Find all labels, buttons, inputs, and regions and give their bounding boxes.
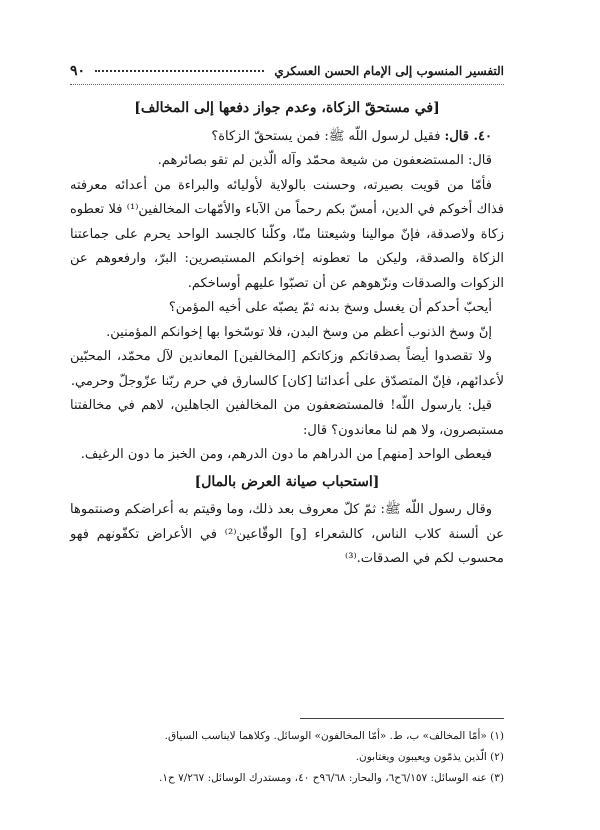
paragraph: فأمّا من قويت بصيرته، وحسنت بالولاية لأوليائه والبراءة من أعدائه معرفته فذاك أخوكم في الدين، أمسّ بكم رحماً من الآباء والأمّهات المخالفين⁽¹⁾ فلا تعطوه زكاة ولاصدقة، فإنّ موالينا وشيعتنا منّا، وكلّنا كالجسد الواحد يحرم على جماعتنا الزكاة والصدقة، وليكن ما تعطونه إخوانكم المستبصرين: البرّ، وارفعوهم عن الزكوات والصدقات ونزّهوهم عن أن تصبّوا عليهم أوساخكم.	[70, 177, 504, 291]
paragraph: قيل: يارسول اللّه! فالمستضعفون من المخالفين الجاهلين، لاهم في مخالفتنا مستبصرون، ولا هم لنا معاندون؟ قال:	[70, 398, 504, 438]
footnote: (٣) عنه الوسائل: ٦/١٥٧ح٦، والبحار: ٩٦/٦٨ح ٤٠، ومستدرك الوسائل: ٧/٢٦٧ ح١.	[159, 772, 504, 784]
paragraph: إنّ وسخ الذنوب أعظم من وسخ البدن، فلا توسّخوا بها إخوانكم المؤمنين.	[106, 324, 492, 340]
footnotes	[70, 726, 504, 789]
footnote: (٢) الّذين يذمّون ويعيبون ويغتابون.	[355, 751, 504, 763]
paragraph: وقال رسول اللّه ﷺ: ثمّ كلّ معروف بعد ذلك، وما وقيتم به أعراضكم وصنتموها عن ألسنة كلاب الناس، كالشعراء [و] الوقّاعين⁽²⁾ في الأعراض تكفّونهم فهو محسوب لكم في الصدقات.⁽³⁾	[70, 502, 504, 566]
header-rule	[70, 84, 504, 85]
paragraph: ولا تقصدوا أيضاً بصدقاتكم وزكاتكم [المخالفين] المعاندين لآل محمّد، المحبّين لأعدائهم، فإنّ المتصدّق على أعدائنا [كان] كالسارق في حرم ربّنا عزّوجلّ وحرمي.	[70, 349, 504, 389]
header-dotted-leader	[95, 70, 264, 72]
page-number: ٩٠	[70, 63, 86, 79]
footnote: (١) «أمّا المخالف» ب، ط. «أمّا المخالفون» الوسائل. وكلاهما لايناسب السياق.	[164, 730, 504, 742]
section-heading-honor: [استحباب صيانة العرض بالمال]	[194, 473, 380, 490]
footnote-rule	[300, 718, 504, 719]
hadith-number: ٤٠. قال:	[444, 128, 492, 144]
main-text	[70, 94, 504, 572]
paragraph: فيعطى الواحد [منهم] من الدراهم ما دون الدرهم، ومن الخبز ما دون الرغيف.	[80, 447, 492, 462]
paragraph: أيحبّ أحدكم أن يغسل وسخ بدنه ثمّ يصبّه على أخيه المؤمن؟	[168, 300, 492, 315]
question-text: فقيل لرسول اللّه ﷺ: فمن يستحقّ الزكاة؟	[211, 128, 441, 144]
book-title: التفسير المنسوب إلى الإمام الحسن العسكري	[274, 64, 504, 78]
question-paragraph	[70, 125, 504, 150]
running-header	[70, 60, 504, 82]
section-heading-zakat: [في مستحقّ الزكاة، وعدم جواز دفعها إلى المخالف]	[134, 100, 440, 116]
paragraph: قال: المستضعفون من شيعة محمّد وآله الّذين لم تقو بصائرهم.	[157, 153, 492, 168]
